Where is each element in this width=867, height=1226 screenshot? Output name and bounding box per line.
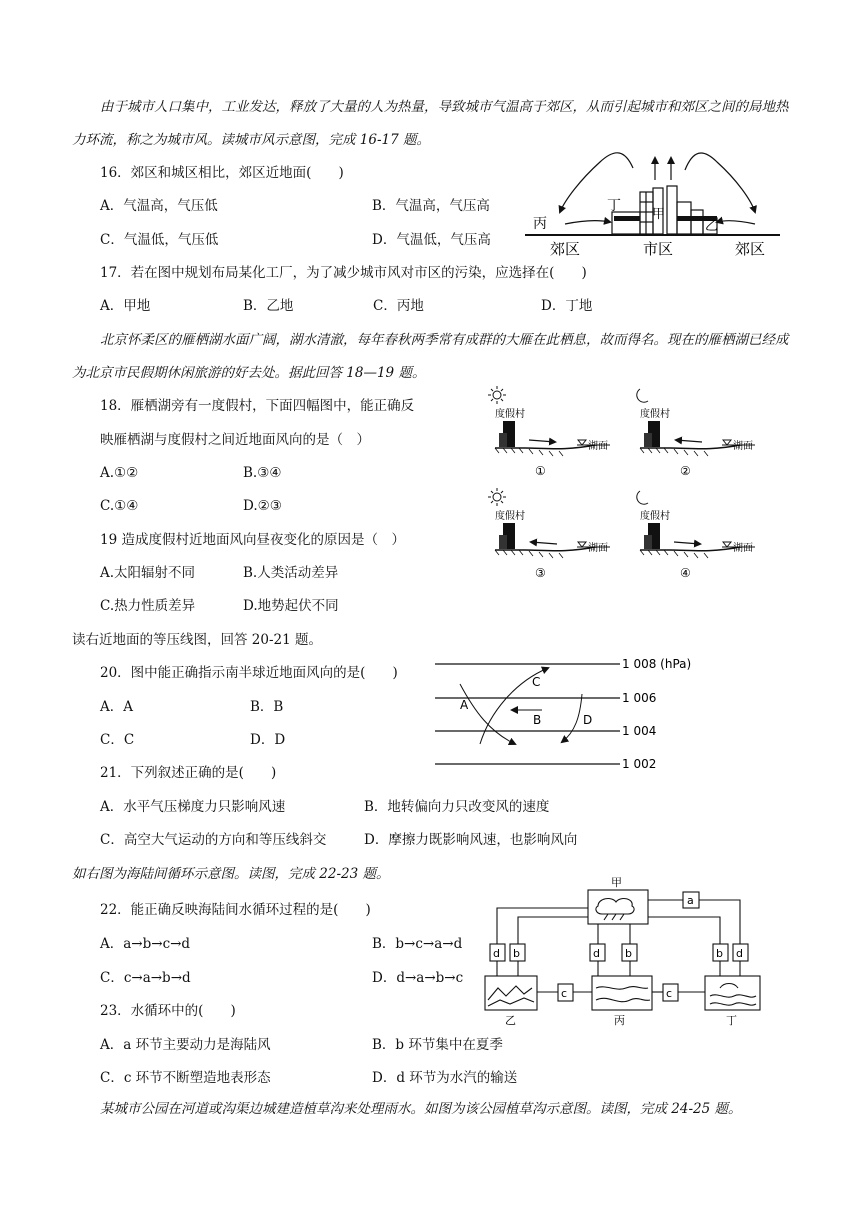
- q21-option-d: D．摩擦力既影响风速，也影响风向: [364, 832, 578, 848]
- q20-option-c: C．C: [100, 732, 135, 748]
- wind-label-b: B: [533, 713, 542, 727]
- resort-label: 度假村: [640, 511, 670, 522]
- label-a: a: [687, 894, 694, 907]
- q18-stem-line1: 18．雁栖湖旁有一度假村，下面四幅图中，能正确反: [100, 398, 415, 414]
- q22-stem: 22．能正确反映海陆间水循环过程的是( ): [100, 902, 371, 918]
- label-c-left: c: [561, 987, 568, 1000]
- label-bing: 丙: [533, 216, 547, 232]
- moon-icon: [637, 389, 648, 402]
- resort-panel-1: [485, 385, 615, 485]
- wind-label-d: D: [583, 713, 593, 727]
- q21-option-b: B．地转偏向力只改变风的速度: [364, 799, 550, 815]
- q16-option-c: C．气温低，气压低: [100, 232, 219, 248]
- q23-option-c: C．c 环节不断塑造地表形态: [100, 1070, 271, 1086]
- q20-option-a: A．A: [100, 699, 133, 715]
- label-yi: 乙: [705, 219, 719, 234]
- resort-label: 度假村: [640, 409, 670, 420]
- q17-option-b: B．乙地: [243, 298, 294, 314]
- q23-stem: 23．水循环中的( ): [100, 1003, 236, 1019]
- isobar-label-1006: 1 006: [622, 691, 657, 705]
- label-jia: 甲: [652, 207, 666, 222]
- q19-option-c: C.热力性质差异: [100, 598, 196, 614]
- label-ding: 丁: [607, 198, 621, 214]
- isobar-diagram: [430, 652, 715, 777]
- q19-option-b: B.人类活动差异: [243, 565, 339, 581]
- q16-option-a: A．气温高，气压低: [100, 198, 218, 214]
- q19-stem: 19 造成度假村近地面风向昼夜变化的原因是（ ）: [100, 532, 405, 548]
- resort-panel-4: [630, 487, 760, 587]
- q17-option-a: A．甲地: [100, 298, 151, 314]
- q23-option-b: B．b 环节集中在夏季: [372, 1037, 503, 1053]
- resort-panel-3: [485, 487, 615, 587]
- resort-panel-2: [630, 385, 760, 485]
- q22-option-a: A．a→b→c→d: [100, 936, 191, 952]
- q22-option-d: D．d→a→b→c: [372, 970, 464, 986]
- label-city: 市区: [643, 240, 674, 258]
- lake-surface-label: 湖面: [733, 441, 753, 452]
- label-b-right: b: [716, 947, 723, 960]
- sun-icon: [488, 386, 506, 404]
- q18-stem-line2: 映雁栖湖与度假村之间近地面风向的是（ ）: [100, 432, 370, 448]
- urban-intro-line1: 由于城市人口集中，工业发达，释放了大量的人为热量，导致城市气温高于郊区，从而引起城市和郊区之间的局地热: [100, 99, 789, 115]
- label-d-right: d: [736, 947, 743, 960]
- panel-number: ④: [680, 566, 691, 580]
- label-d-left: d: [493, 947, 500, 960]
- q21-option-a: A．水平气压梯度力只影响风速: [100, 799, 286, 815]
- wind-label-c: C: [532, 675, 541, 689]
- q16-option-b: B．气温高，气压高: [372, 198, 490, 214]
- isobar-label-1004: 1 004: [622, 724, 657, 738]
- label-c-right: c: [666, 987, 673, 1000]
- q18-option-a: A.①②: [100, 465, 139, 481]
- q22-option-c: C．c→a→b→d: [100, 970, 191, 986]
- label-b-left: b: [513, 947, 520, 960]
- urban-intro-line2: 力环流，称之为城市风。读城市风示意图，完成 16-17 题。: [72, 132, 430, 148]
- label-suburb-right: 郊区: [735, 240, 766, 258]
- label-suburb-left: 郊区: [550, 240, 581, 258]
- q22-option-b: B．b→c→a→d: [372, 936, 463, 952]
- q18-option-c: C.①④: [100, 498, 139, 514]
- lake-surface-label: 湖面: [588, 441, 608, 452]
- q23-option-a: A．a 环节主要动力是海陆风: [100, 1037, 271, 1053]
- q20-option-d: D．D: [250, 732, 286, 748]
- lake-intro-line2: 为北京市民假期休闲旅游的好去处。据此回答 18—19 题。: [72, 365, 426, 381]
- q20-option-b: B．B: [250, 699, 284, 715]
- resort-label: 度假村: [495, 409, 525, 420]
- q18-option-d: D.②③: [243, 498, 282, 514]
- park-intro: 某城市公园在河道或沟渠边城建造植草沟来处理雨水。如图为该公园植草沟示意图。读图，完成 24-25 题。: [100, 1101, 742, 1117]
- panel-number: ②: [680, 464, 691, 478]
- lake-surface-label: 湖面: [733, 543, 753, 554]
- panel-number: ③: [535, 566, 546, 580]
- label-b-mid: b: [625, 947, 632, 960]
- q17-option-c: C．丙地: [373, 298, 424, 314]
- moon-icon: [637, 491, 648, 504]
- label-yi: 乙: [505, 1014, 516, 1027]
- q21-option-c: C．高空大气运动的方向和等压线斜交: [100, 832, 327, 848]
- label-bing: 丙: [614, 1014, 625, 1027]
- q18-option-b: B.③④: [243, 465, 282, 481]
- water-intro: 如右图为海陆间循环示意图。读图，完成 22-23 题。: [72, 866, 390, 882]
- q16-stem: 16．郊区和城区相比，郊区近地面( ): [100, 165, 344, 181]
- isobar-label-1008: 1 008 (hPa): [622, 657, 692, 671]
- label-jia: 甲: [611, 876, 622, 889]
- label-ding: 丁: [726, 1014, 737, 1027]
- sun-icon: [488, 488, 506, 506]
- q19-option-d: D.地势起伏不同: [243, 598, 339, 614]
- isobar-label-1002: 1 002: [622, 757, 657, 771]
- urban-wind-diagram: [525, 140, 785, 260]
- wind-label-a: A: [460, 698, 469, 712]
- isobar-intro: 读右近地面的等压线图，回答 20-21 题。: [72, 632, 323, 648]
- q16-option-d: D．气温低，气压高: [372, 232, 491, 248]
- panel-number: ①: [535, 464, 546, 478]
- q19-option-a: A.太阳辐射不同: [100, 565, 196, 581]
- q17-option-d: D．丁地: [541, 298, 593, 314]
- q20-stem: 20．图中能正确指示南半球近地面风向的是( ): [100, 665, 398, 681]
- label-d-mid: d: [593, 947, 600, 960]
- water-cycle-diagram: [480, 872, 770, 1032]
- resort-label: 度假村: [495, 511, 525, 522]
- q21-stem: 21．下列叙述正确的是( ): [100, 765, 277, 781]
- q23-option-d: D．d 环节为水汽的输送: [372, 1070, 518, 1086]
- lake-intro-line1: 北京怀柔区的雁栖湖水面广阔，湖水清澈，每年春秋两季常有成群的大雁在此栖息，故而得名。现在的雁栖湖已经成: [100, 332, 789, 348]
- q17-stem: 17．若在图中规划布局某化工厂，为了减少城市风对市区的污染，应选择在( ): [100, 265, 587, 281]
- lake-surface-label: 湖面: [588, 543, 608, 554]
